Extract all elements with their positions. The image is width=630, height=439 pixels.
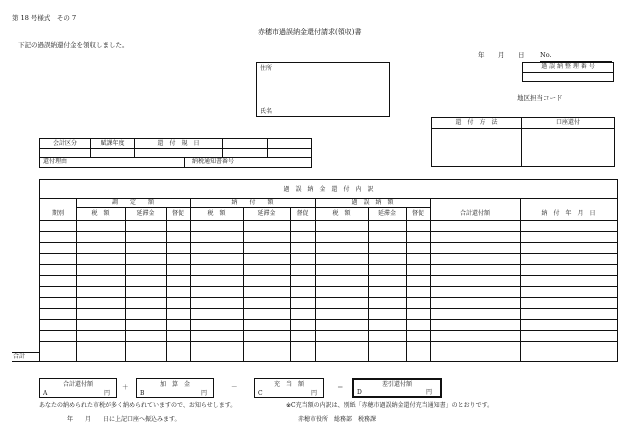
- assessed-group-header: 調 定 額: [111, 199, 154, 206]
- refund-reason-label: 還付理由: [43, 158, 68, 165]
- refund-method-box: [431, 117, 615, 167]
- fiscal-year-label: 賦課年度: [100, 140, 125, 147]
- management-number-box: [522, 62, 614, 82]
- paid-date-header: 納 付 年 月 日: [541, 210, 596, 217]
- notice-overpaid: あなたの納められた市税が多く納められていますので、お知らせします。: [39, 402, 237, 409]
- form-number: 第 18 号様式 その 7: [12, 14, 77, 22]
- total-row-label: 合計: [13, 353, 26, 360]
- assessed-late-header: 延滞金: [136, 210, 155, 217]
- paid-group-header: 納 付 額: [231, 199, 274, 206]
- detail-table: [39, 179, 618, 362]
- net-refund-label: 差引還付額: [381, 381, 412, 388]
- region-code-label: 地区担当コード: [517, 94, 563, 102]
- total-refund-letter: A: [43, 390, 48, 397]
- assessed-demand-header: 督促: [171, 210, 184, 217]
- overpaid-group-header: 過 誤 納 額: [351, 199, 394, 206]
- no-label: No.: [540, 51, 552, 59]
- account-info-box: [39, 138, 312, 168]
- date-year-label: 年: [478, 51, 485, 59]
- paid-late-header: 延滞金: [257, 210, 276, 217]
- appropriation-box: [254, 378, 324, 398]
- appropriation-letter: C: [258, 390, 263, 397]
- total-refund-yen: 円: [104, 390, 111, 397]
- address-label: 住所: [260, 65, 273, 72]
- date-day-label: 日: [518, 51, 525, 59]
- minus-sign: －: [231, 383, 238, 391]
- additional-box: [136, 378, 214, 398]
- notice-number-label: 納税通知書番号: [192, 158, 235, 165]
- period-header: 期別: [51, 210, 64, 217]
- net-refund-letter: D: [357, 389, 362, 396]
- overpaid-tax-header: 税 額: [332, 210, 351, 217]
- additional-letter: B: [140, 390, 145, 397]
- date-month-label: 月: [498, 51, 505, 59]
- overpaid-demand-header: 督促: [411, 210, 424, 217]
- appropriation-label: 充 当 額: [273, 381, 304, 388]
- detail-title: 過 誤 納 金 還 付 内 訳: [283, 186, 374, 193]
- refund-method-label: 還 付 方 法: [455, 119, 498, 126]
- refund-method-value: 口座還付: [555, 119, 580, 126]
- overpaid-late-header: 延滞金: [377, 210, 396, 217]
- notice-appropriation: ※C充当額の内訳は、別紙「赤穂市過誤納金還付充当通知書」のとおりです。: [286, 402, 494, 409]
- appropriation-yen: 円: [311, 390, 318, 397]
- plus-sign: ＋: [122, 383, 129, 391]
- notice-transfer-date: 年 月 日に上記口座へ振込みます。: [67, 416, 181, 423]
- total-refund-box: [39, 378, 117, 398]
- additional-yen: 円: [201, 390, 208, 397]
- paid-demand-header: 督促: [296, 210, 309, 217]
- equals-sign: ＝: [337, 383, 344, 391]
- net-refund-yen: 円: [426, 389, 433, 396]
- name-label: 氏名: [260, 108, 273, 115]
- net-refund-box: [352, 378, 442, 398]
- additional-label: 加 算 金: [159, 381, 190, 388]
- account-section-label: 会計区分: [52, 140, 77, 147]
- management-number-label: 過 誤 納 整 理 番 号: [541, 63, 595, 70]
- addressee-box: [256, 62, 390, 117]
- form-title: 赤穂市過誤納金還付請求(領収)書: [258, 28, 362, 36]
- paid-tax-header: 税 額: [207, 210, 226, 217]
- refund-law-label: 還 付 規 日: [157, 140, 200, 147]
- issuer-label: 赤穂市役所 総務部 税務課: [298, 416, 377, 423]
- intro-text: 下記の過誤納還付金を領収しました。: [18, 41, 129, 49]
- total-refund-header: 合計還付額: [459, 210, 490, 217]
- assessed-tax-header: 税 額: [91, 210, 110, 217]
- total-refund-summary-label: 合計還付額: [62, 381, 93, 388]
